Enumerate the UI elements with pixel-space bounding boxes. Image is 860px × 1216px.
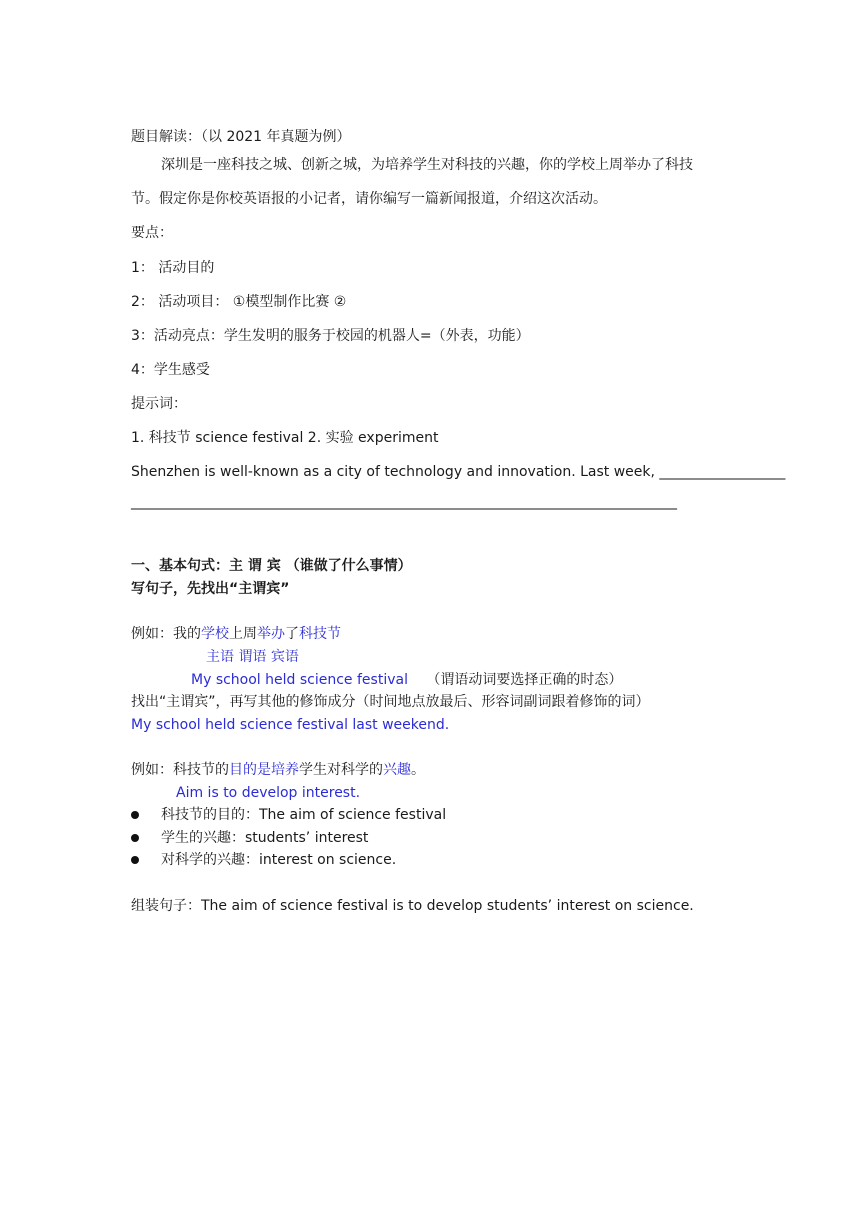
bullet-item: 对科学的兴趣：interest on science.: [161, 852, 397, 868]
intro-heading: 题目解读：（以 2021 年真题为例）: [131, 129, 351, 145]
instruction-text: 找出“主谓宾”，再写其他的修饰成分（时间地点放最后、形容词副词跟着修饰的词）: [131, 694, 650, 710]
predicate-word: 举办: [257, 626, 285, 642]
object-word: 科技节: [299, 626, 341, 642]
example-1-english: My school held science festival: [191, 672, 408, 688]
bullet-icon: [131, 811, 139, 819]
bullet-icon: [131, 834, 139, 842]
hints-label: 提示词：: [131, 396, 187, 412]
prompt-line-2: ______________________________________________________________________________: [131, 494, 677, 510]
example-label: 例如：: [131, 762, 173, 778]
word: 学生对科学的: [299, 762, 383, 778]
task-paragraph-line-2: 节。假定你是你校英语报的小记者，请你编写一篇新闻报道，介绍这次活动。: [131, 191, 607, 207]
section-subtitle: 写句子，先找出“主谓宾”: [131, 581, 290, 597]
highlight-word: 兴趣: [383, 762, 411, 778]
point-item: 1： 活动目的: [131, 260, 215, 276]
example-1-sentence: [131, 625, 341, 643]
tense-note: （谓语动词要选择正确的时态）: [426, 672, 623, 688]
word: 上周: [229, 626, 257, 642]
example-1-english-line: [191, 671, 622, 689]
task-paragraph-line-1: 深圳是一座科技之城、创新之城，为培养学生对科技的兴趣，你的学校上周举办了科技: [161, 157, 693, 173]
bullet-item: 学生的兴趣：students’ interest: [161, 830, 369, 846]
prompt-line-1: Shenzhen is well-known as a city of technology and innovation. Last week, __________________: [131, 464, 786, 480]
word: 了: [285, 626, 299, 642]
bullet-item: 科技节的目的：The aim of science festival: [161, 807, 447, 823]
subject-word: 学校: [201, 626, 229, 642]
word: 我的: [173, 626, 201, 642]
word: 。: [411, 762, 425, 778]
points-label: 要点：: [131, 225, 173, 241]
grammar-roles: 主语 谓语 宾语: [206, 649, 299, 665]
section-title: 一、基本句式：主 谓 宾 （谁做了什么事情）: [131, 558, 412, 574]
bullet-icon: [131, 856, 139, 864]
example-label: 例如：: [131, 626, 173, 642]
hints-text: 1. 科技节 science festival 2. 实验 experiment: [131, 430, 439, 446]
word: 科技节的: [173, 762, 229, 778]
point-item: 2： 活动项目： ①模型制作比赛 ②: [131, 294, 347, 310]
assembled-sentence: 组装句子：The aim of science festival is to develop students’ interest on science.: [131, 898, 694, 914]
example-2-english: Aim is to develop interest.: [176, 785, 361, 801]
point-item: 3：活动亮点：学生发明的服务于校园的机器人=（外表，功能）: [131, 328, 530, 344]
example-2-sentence: [131, 761, 425, 779]
example-1-answer: My school held science festival last weekend.: [131, 717, 450, 733]
point-item: 4：学生感受: [131, 362, 210, 378]
highlight-word: 目的是培养: [229, 762, 299, 778]
